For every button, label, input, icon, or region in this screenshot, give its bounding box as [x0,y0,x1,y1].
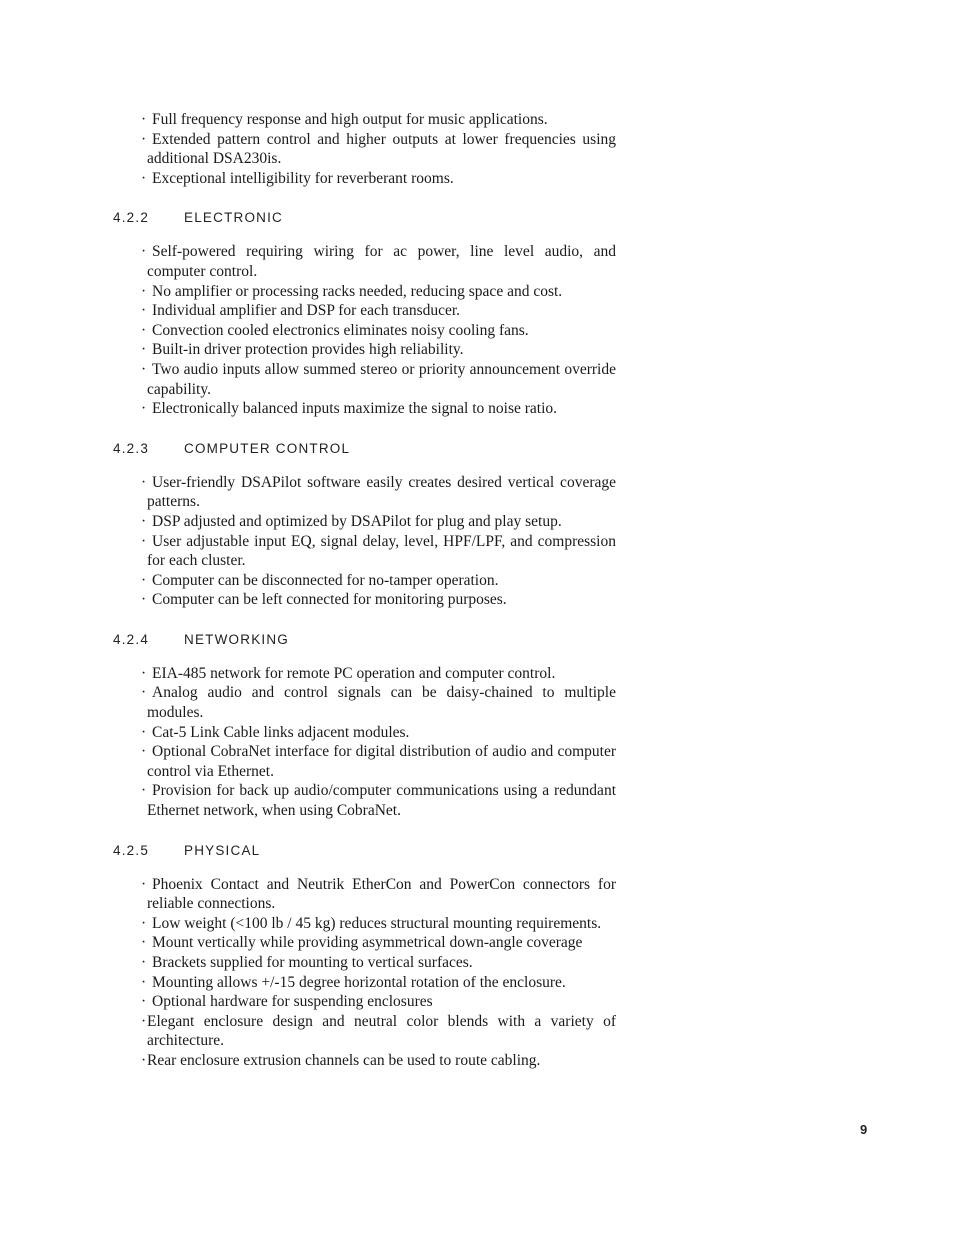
list-item [113,130,616,169]
item-text: Electronically balanced inputs maximize the signal to noise ratio. [152,400,558,418]
intro-list [113,110,616,188]
section-number: 4.2.3 [113,440,150,456]
bullet: · [141,512,147,530]
list-item [113,875,616,914]
item-text: Mount vertically while providing asymmetrical down-angle coverage [152,934,583,952]
item-text: Self-powered requiring wiring for ac power, line level audio, and computer control. [147,243,616,280]
item-text: Individual amplifier and DSP for each transducer. [152,302,461,320]
bullet: · [141,1051,147,1069]
bullet: · [141,473,147,491]
item-text: Convection cooled electronics eliminates noisy cooling fans. [152,321,529,339]
section-heading-networking [113,632,616,648]
bullet: · [141,111,147,128]
item-text: DSP adjusted and optimized by DSAPilot for plug and play setup. [152,512,562,530]
list-item [113,742,616,781]
bullet: · [141,169,147,187]
list-item [113,683,616,722]
list-item [113,914,616,934]
bullet: · [141,664,147,682]
bullet: · [141,993,147,1011]
item-text: Brackets supplied for mounting to vertical surfaces. [152,954,473,971]
list-item [113,360,616,399]
list-item [113,953,616,973]
bullet: · [141,400,147,418]
section-title: COMPUTER CONTROL [184,440,351,456]
bullet: · [141,360,147,378]
item-text: Two audio inputs allow summed stereo or priority announcement override capability. [147,360,616,398]
bullet: · [141,591,147,609]
list-item [113,169,616,189]
bullet: · [141,571,147,589]
bullet: · [141,130,147,148]
bullet: · [141,723,147,741]
bullet: · [141,282,147,300]
list-item [113,973,616,993]
electronic-list [113,242,616,418]
item-text: Optional CobraNet interface for digital distribution of audio and computer control via Ethernet. [147,743,616,780]
section-title: PHYSICAL [184,842,261,858]
section-number: 4.2.2 [113,210,150,226]
list-item [113,590,616,610]
section-title: NETWORKING [184,631,289,647]
item-text: Rear enclosure extrusion channels can be used to route cabling. [147,1051,541,1069]
bullet: · [141,782,147,800]
bullet: · [141,1012,147,1030]
item-text: Computer can be left connected for monitoring purposes. [152,591,507,609]
item-text: User-friendly DSAPilot software easily creates desired vertical coverage patterns. [147,473,616,511]
item-text: User adjustable input EQ, signal delay, level, HPF/LPF, and compression for each cluster. [147,532,616,570]
networking-list [113,664,616,821]
list-item [113,110,616,130]
list-item [113,992,616,1012]
item-text: Provision for back up audio/computer communications using a redundant Ethernet network, when using CobraNet. [147,782,616,820]
list-item [113,399,616,419]
list-item [113,282,616,302]
bullet: · [141,914,147,932]
bullet: · [141,743,147,761]
item-text: Phoenix Contact and Neutrik EtherCon and PowerCon connectors for reliable connections. [147,875,616,913]
list-item [113,242,616,281]
list-item [113,571,616,591]
item-text: Full frequency response and high output for music applications. [152,111,548,128]
page-number: 9 [860,1122,868,1137]
list-item [113,301,616,321]
list-item [113,933,616,953]
bullet: · [141,954,147,971]
item-text: Exceptional intelligibility for reverberant rooms. [152,169,454,187]
item-text: EIA-485 network for remote PC operation and computer control. [152,664,556,682]
list-item [113,512,616,532]
list-item [113,340,616,360]
list-item [113,473,616,512]
bullet: · [141,243,147,261]
bullet: · [141,684,147,702]
section-number: 4.2.5 [113,842,150,858]
item-text: No amplifier or processing racks needed, reducing space and cost. [152,282,563,300]
section-heading-electronic [113,210,616,226]
item-text: Cat-5 Link Cable links adjacent modules. [152,723,410,741]
section-number: 4.2.4 [113,631,150,647]
list-item [113,723,616,743]
bullet: · [141,875,147,893]
list-item [113,1051,616,1071]
bullet: · [141,321,147,339]
list-item [113,532,616,571]
bullet: · [141,302,147,320]
bullet: · [141,532,147,550]
item-text: Computer can be disconnected for no-tamper operation. [152,571,499,589]
item-text: Analog audio and control signals can be daisy-chained to multiple modules. [147,684,616,722]
item-text: Elegant enclosure design and neutral color blends with a variety of architecture. [147,1012,616,1050]
list-item [113,781,616,820]
bullet: · [141,341,147,359]
item-text: Mounting allows +/-15 degree horizontal rotation of the enclosure. [152,973,566,991]
item-text: Extended pattern control and higher outputs at lower frequencies using additional DSA230is. [147,130,616,168]
physical-list [113,875,616,1071]
list-item [113,1012,616,1051]
section-heading-computer-control [113,441,616,457]
page-content [113,110,616,1071]
computer-control-list [113,473,616,610]
item-text: Built-in driver protection provides high reliability. [152,341,464,359]
list-item [113,664,616,684]
list-item [113,321,616,341]
item-text: Low weight (<100 lb / 45 kg) reduces structural mounting requirements. [152,914,602,932]
bullet: · [141,973,147,991]
item-text: Optional hardware for suspending enclosures [152,993,433,1011]
section-heading-physical [113,843,616,859]
bullet: · [141,934,147,952]
section-title: ELECTRONIC [184,210,284,226]
